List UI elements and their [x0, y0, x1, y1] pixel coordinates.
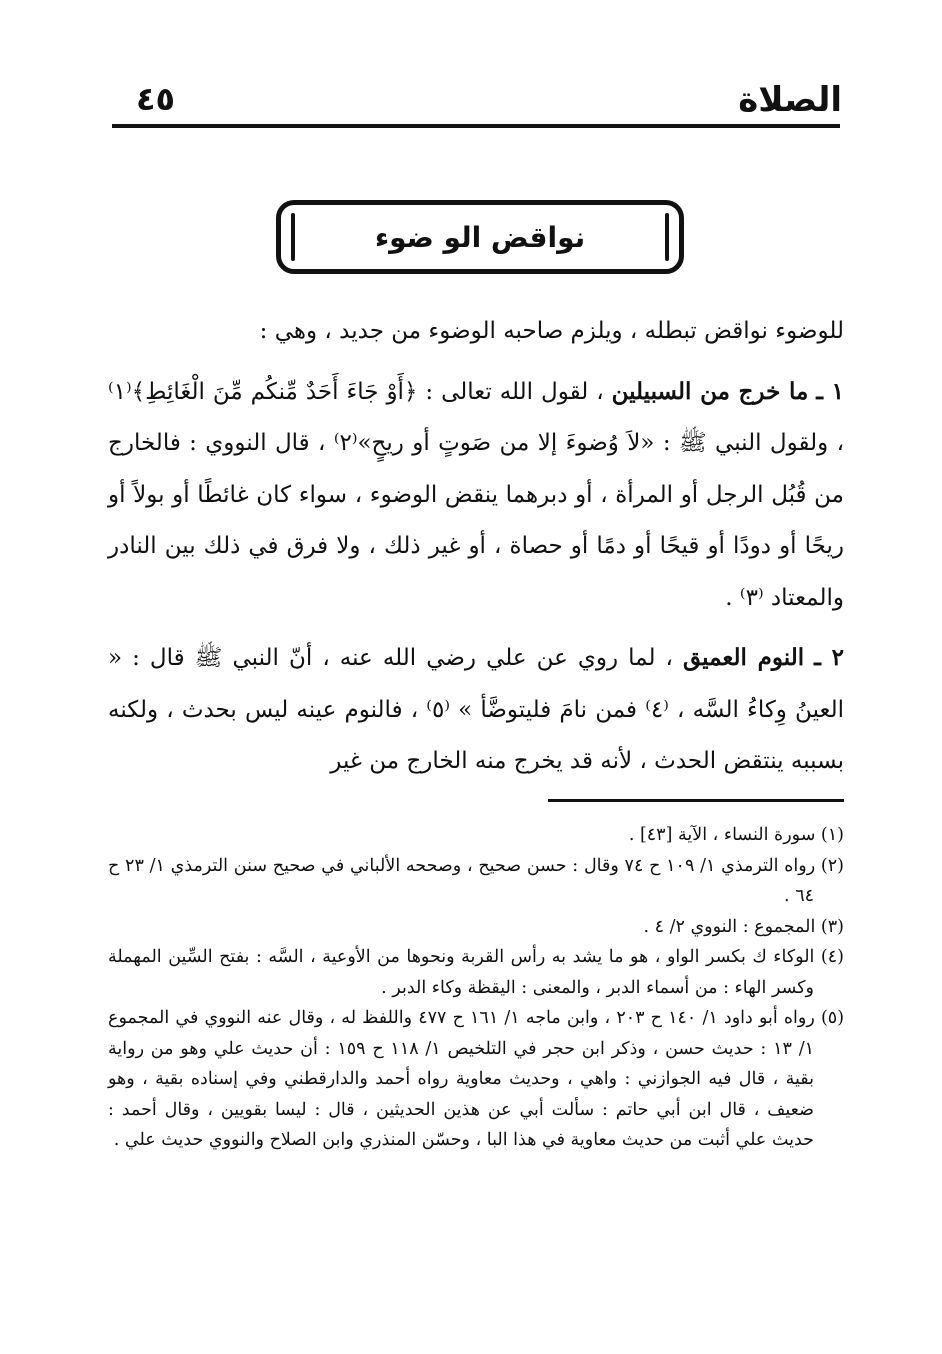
footnote-divider — [548, 799, 844, 802]
list-item — [108, 632, 844, 788]
item-number: ٢ ـ — [814, 644, 844, 671]
footnote: (٢) رواه الترمذي ١/ ١٠٩ ح ٧٤ وقال : حسن صحيح ، وصححه الألباني في صحيح سنن الترمذي ١/ ٢٣ ح ٦٤ . — [108, 855, 844, 906]
header-divider — [112, 124, 840, 128]
item-text: ، لقول الله تعالى : ﴿أَوْ جَاءَ أَحَدٌ مِّنكُم مِّنَ الْغَائِطِ﴾⁽١⁾ ، ولقول النبي ﷺ : «لاَ وُضوءَ إلا من صَوتٍ أو ريحٍ»⁽٢⁾ ، قال النووي : فالخارج من قُبُل الرجل أو المرأة ، أو دبرهما ينقض الوضوء ، سواء كان غائطًا أو بولاً أو ريحًا أو دودًا أو قيحًا أو دمًا أو حصاة ، أو غير ذلك ، ولا فرق في ذلك بين النادر والمعتاد ⁽٣⁾ . — [108, 378, 844, 611]
footnotes — [108, 820, 844, 1156]
running-header-title: الصلاة — [738, 80, 842, 120]
item-number: ١ ـ — [816, 377, 844, 405]
page-number: ٤٥ — [136, 80, 176, 118]
footnote: (٥) رواه أبو داود ١/ ١٤٠ ح ٢٠٣ ، وابن ماجه ١/ ١٦١ ح ٤٧٧ واللفظ له ، وقال عنه النووي في المجموع ١/ ١٣ : حديث حسن ، وذكر ابن حجر في التلخيص ١/ ١١٨ ح ١٥٩ : أن حديث علي وهو من رواية بقية ، قال فيه الجوازني : واهي ، وحديث معاوية رواه أحمد والدارقطني وفي إسناده بقية ، وهو ضعيف ، قال ابن أبي حاتم : سألت أبي عن هذين الحديثين ، قال : ليسا بقويين ، وقال أحمد : حديث علي أثبت من حديث معاوية في هذا البا ، وحسّن المنذري وابن الصلاح والنووي حديث علي . — [108, 1008, 845, 1150]
item-text: ، لما روي عن علي رضي الله عنه ، أنّ النبي ﷺ قال : « العينُ وِكاءُ السَّه ، ⁽٤⁾ فمن نامَ فليتوضَّأ » ⁽٥⁾ ، فالنوم عينه ليس بحدث ، ولكنه بسببه ينتقض الحدث ، لأنه قد يخرج منه الخارج من غير — [108, 645, 844, 774]
item-heading: النوم العميق — [682, 644, 805, 671]
item-heading: ما خرج من السبيلين — [611, 377, 809, 405]
footnote: (٣) المجموع : النووي ٢/ ٤ . — [643, 916, 844, 937]
footnote: (٤) الوكاء ك بكسر الواو ، هو ما يشد به رأس القربة ونحوها من الأوعية ، السَّه : بفتح السِّين المهملة وكسر الهاء : من أسماء الدبر ، والمعنى : اليقظة وكاء الدبر . — [108, 947, 844, 998]
list-item — [108, 366, 844, 625]
section-title: نواقض الو ضوء — [374, 220, 586, 254]
main-text — [108, 306, 844, 788]
section-title-frame — [276, 200, 684, 274]
intro-paragraph: للوضوء نواقض تبطله ، ويلزم صاحبه الوضوء من جديد ، وهي : — [259, 318, 844, 344]
footnote: (١) سورة النساء ، الآية [٤٣] . — [628, 825, 844, 845]
